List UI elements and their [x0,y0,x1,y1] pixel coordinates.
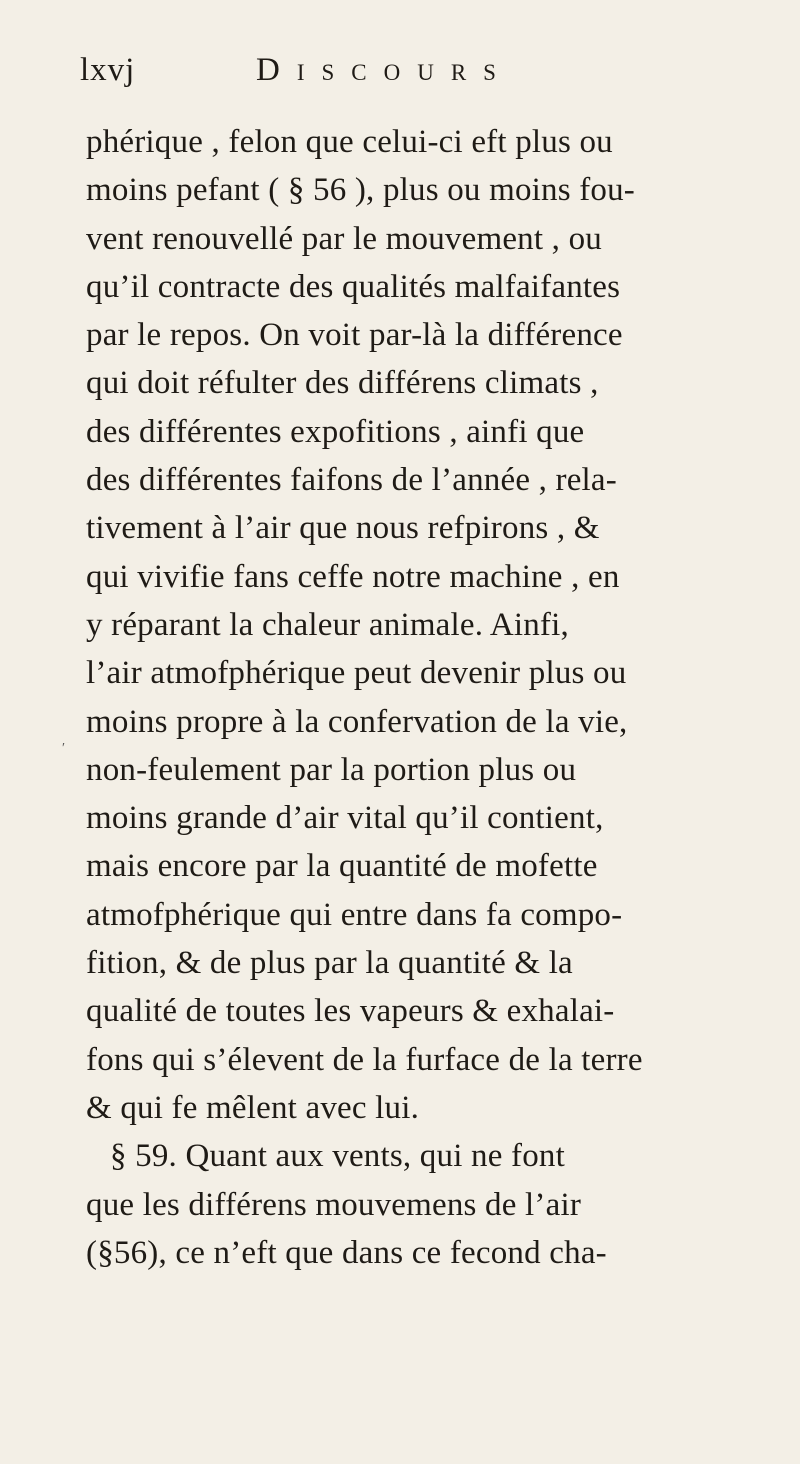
margin-mark: ′ [62,741,66,756]
text-line: des différentes expofitions , ainfi que [86,413,585,450]
text-line: (§56), ce n’eft que dans ce fecond cha- [86,1234,607,1271]
text-line: moins grande d’air vital qu’il contient, [86,800,604,837]
page-header [80,46,720,106]
text-line: l’air atmofphérique peut devenir plus ou [86,655,627,692]
page-number: lxvj [80,52,136,88]
text-line: atmofphérique qui entre dans fa compo- [86,896,623,933]
text-line: mais encore par la quantité de mofette [86,848,598,885]
text-line: qui doit réfulter des différens climats , [86,365,599,402]
text-line: fons qui s’élevent de la furface de la terre [86,1041,643,1078]
text-line: vent renouvellé par le mouvement , ou [86,220,602,257]
text-line: par le repos. On voit par-là la différence [86,317,623,354]
text-line: qui vivifie fans ceffe notre machine , en [86,558,620,595]
body-text [86,118,746,1277]
text-line: fition, & de plus par la quantité & la [86,945,573,982]
text-line: non-feulement par la portion plus ou [86,751,577,788]
paragraph-start-line: § 59. Quant aux vents, qui ne font [110,1138,565,1175]
text-line: tivement à l’air que nous refpirons , & [86,510,600,547]
text-line: que les différens mouvemens de l’air [86,1186,582,1223]
text-line: moins pefant ( § 56 ), plus ou moins fou- [86,172,635,209]
text-line: qualité de toutes les vapeurs & exhalai- [86,993,615,1030]
text-line: moins propre à la confervation de la vie, [86,703,628,740]
text-line: qu’il contracte des qualités malfaifantes [86,268,621,305]
running-head: Discours [256,52,513,88]
text-line: y réparant la chaleur animale. Ainfi, [86,606,569,643]
text-line: des différentes faifons de l’année , rela- [86,462,617,499]
text-line: phérique , felon que celui-ci eft plus ou [86,124,613,160]
text-line: & qui fe mêlent avec lui. [86,1089,420,1126]
